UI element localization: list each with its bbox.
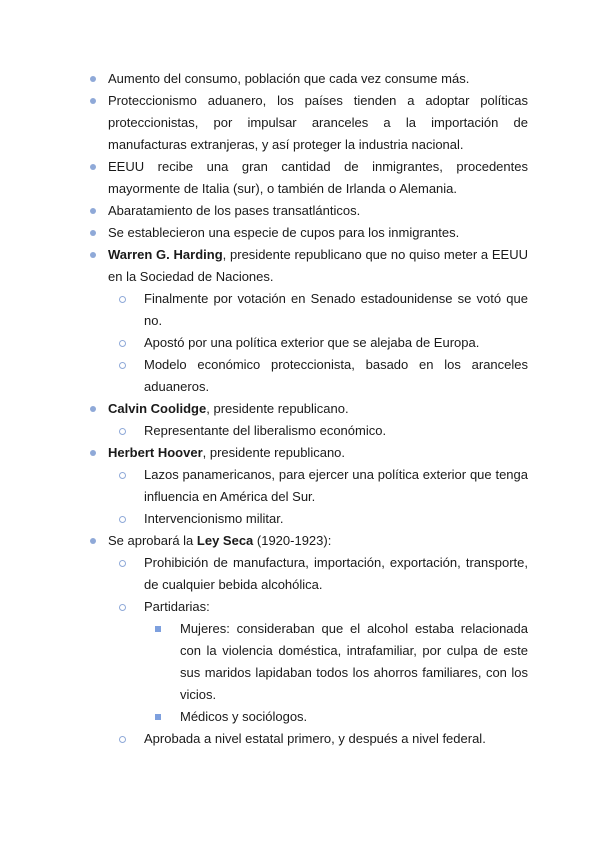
circle-bullet-icon	[119, 340, 126, 347]
law-name: Ley Seca	[196, 533, 254, 548]
sub-item: Intervencionismo militar.	[108, 508, 528, 530]
sub-item: Representante del liberalismo económico.	[108, 420, 528, 442]
bullet-icon	[90, 76, 96, 82]
nested-list-wrapper	[88, 288, 528, 398]
nested-list-wrapper	[88, 464, 528, 530]
sub-sub-list	[108, 618, 528, 728]
president-name: Herbert Hoover	[108, 445, 203, 460]
sub-item: Finalmente por votación en Senado estadounidense se votó que no.	[108, 288, 528, 332]
circle-bullet-icon	[119, 516, 126, 523]
sub-list	[88, 464, 528, 530]
bullet-icon	[90, 450, 96, 456]
sub-item: Prohibición de manufactura, importación, exportación, transporte, de cualquier bebida alcohólica.	[108, 552, 528, 596]
sub-item: Apostó por una política exterior que se alejaba de Europa.	[108, 332, 528, 354]
bullet-icon	[90, 164, 96, 170]
circle-bullet-icon	[119, 428, 126, 435]
square-bullet-icon	[155, 626, 161, 632]
list-item: EEUU recibe una gran cantidad de inmigrantes, procedentes mayormente de Italia (sur), o también de Irlanda o Alemania.	[88, 156, 528, 200]
square-bullet-icon	[155, 714, 161, 720]
sub-item: Lazos panamericanos, para ejercer una política exterior que tenga influencia en América del Sur.	[108, 464, 528, 508]
circle-bullet-icon	[119, 472, 126, 479]
bullet-icon	[90, 208, 96, 214]
sub-item: Aprobada a nivel estatal primero, y después a nivel federal.	[108, 728, 528, 750]
list-item-ley-seca: Se aprobará la Ley Seca (1920-1923):	[88, 530, 528, 552]
nested-list-wrapper	[108, 618, 528, 728]
circle-bullet-icon	[119, 736, 126, 743]
sub-list	[88, 288, 528, 398]
president-name: Calvin Coolidge	[108, 401, 207, 416]
list-item-hoover: Herbert Hoover, presidente republicano.	[88, 442, 528, 464]
document-body	[88, 68, 528, 750]
sub-item: Partidarias:	[108, 596, 528, 618]
nested-list-wrapper	[88, 552, 528, 750]
sub-list	[88, 420, 528, 442]
bullet-icon	[90, 406, 96, 412]
list-item-harding: Warren G. Harding, presidente republicano que no quiso meter a EEUU en la Sociedad de Naciones.	[88, 244, 528, 288]
circle-bullet-icon	[119, 296, 126, 303]
list-item: Proteccionismo aduanero, los países tienden a adoptar políticas proteccionistas, por impulsar aranceles a la importación de manufacturas extranjeras, y así proteger la industria nacional.	[88, 90, 528, 156]
circle-bullet-icon	[119, 604, 126, 611]
list-item-coolidge: Calvin Coolidge, presidente republicano.	[88, 398, 528, 420]
circle-bullet-icon	[119, 560, 126, 567]
circle-bullet-icon	[119, 362, 126, 369]
sub-sub-item: Médicos y sociólogos.	[144, 706, 528, 728]
bullet-icon	[90, 98, 96, 104]
sub-sub-item: Mujeres: consideraban que el alcohol estaba relacionada con la violencia doméstica, intrafamiliar, por culpa de este sus maridos lapidaban todos los ahorros familiares, con los vicios.	[144, 618, 528, 706]
sub-item: Modelo económico proteccionista, basado en los aranceles aduaneros.	[108, 354, 528, 398]
bullet-icon	[90, 538, 96, 544]
sub-list	[88, 552, 528, 750]
bullet-list	[88, 68, 528, 750]
nested-list-wrapper	[88, 420, 528, 442]
bullet-icon	[90, 252, 96, 258]
list-item: Se establecieron una especie de cupos para los inmigrantes.	[88, 222, 528, 244]
list-item: Abaratamiento de los pases transatlánticos.	[88, 200, 528, 222]
president-name: Warren G. Harding	[108, 247, 223, 262]
list-item: Aumento del consumo, población que cada vez consume más.	[88, 68, 528, 90]
bullet-icon	[90, 230, 96, 236]
